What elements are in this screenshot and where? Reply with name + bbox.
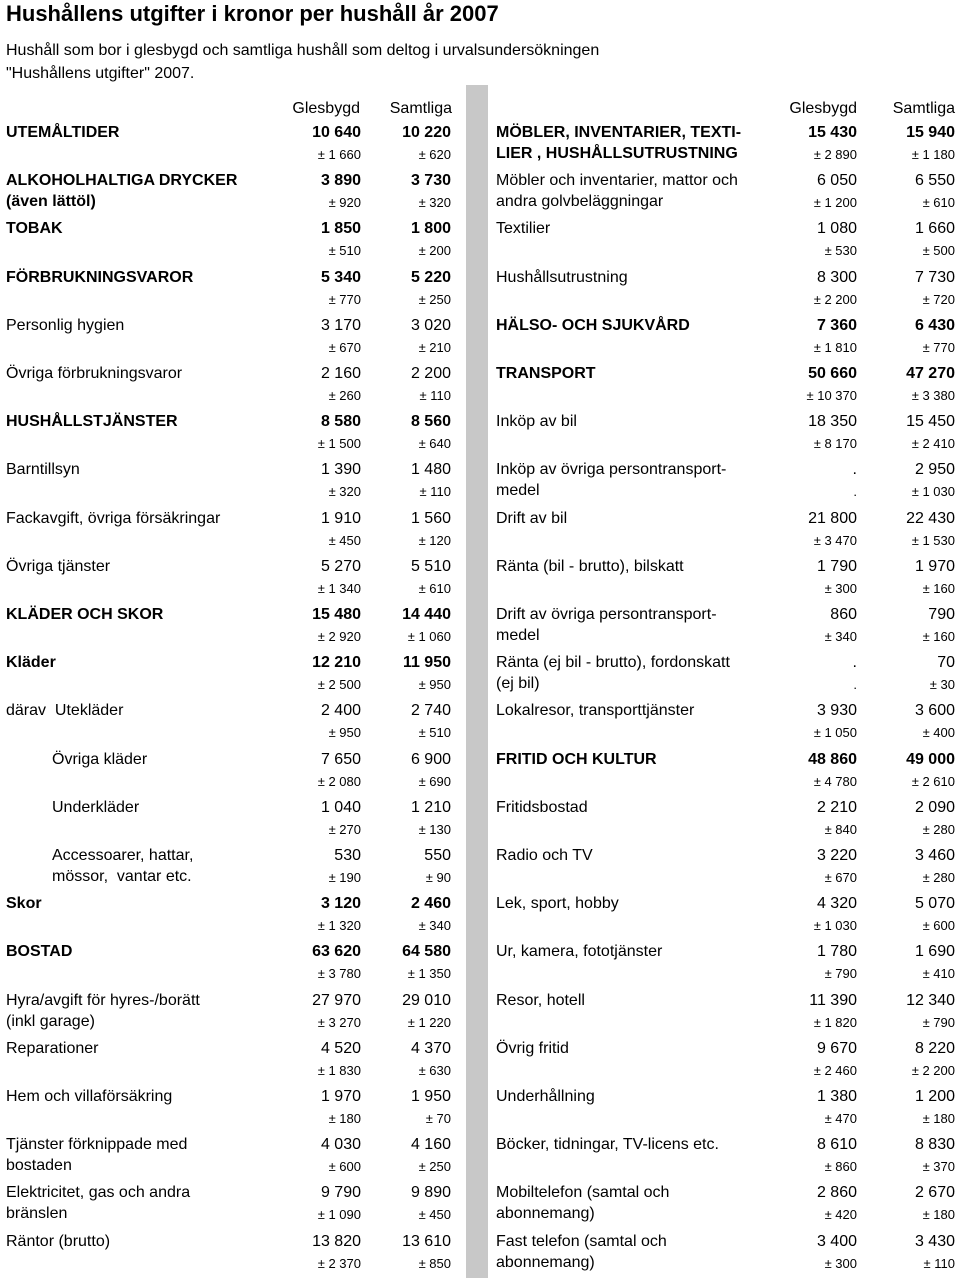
- margin-glesbygd: ± 670: [328, 339, 361, 355]
- value-samtliga: 2 090: [914, 798, 955, 816]
- row-label: därav Utekläder: [6, 702, 124, 720]
- row-label: Inköp av övriga persontransport- medel: [496, 461, 727, 500]
- row-label: TRANSPORT: [496, 365, 596, 382]
- table-row: [488, 1182, 960, 1230]
- table-row: [0, 170, 466, 218]
- row-label: ALKOHOLHALTIGA DRYCKER (även lättöl): [6, 172, 238, 211]
- table-row: [0, 267, 466, 315]
- row-label: Övrig fritid: [496, 1039, 569, 1057]
- table-row: [0, 749, 466, 797]
- margin-samtliga: ± 1 530: [911, 532, 955, 548]
- row-label: Övriga förbrukningsvaror: [6, 365, 183, 382]
- margin-samtliga: ± 790: [922, 1014, 955, 1030]
- margin-samtliga: ± 210: [418, 339, 451, 355]
- value-glesbygd: 1 850: [320, 220, 361, 238]
- margin-glesbygd: ± 950: [328, 725, 361, 741]
- margin-samtliga: ± 640: [418, 436, 451, 452]
- table-row: [0, 556, 466, 604]
- margin-glesbygd: ± 340: [824, 629, 857, 644]
- margin-samtliga: ± 2 200: [911, 1062, 955, 1078]
- value-glesbygd: 3 220: [816, 847, 857, 864]
- margin-glesbygd: ± 10 370: [806, 388, 857, 403]
- margin-glesbygd: ± 1 320: [317, 918, 361, 934]
- table-row: [488, 652, 960, 700]
- margin-samtliga: ± 500: [922, 243, 955, 259]
- margin-glesbygd: ± 3 470: [813, 532, 857, 548]
- margin-glesbygd: ± 2 200: [813, 291, 857, 307]
- row-label: KLÄDER OCH SKOR: [6, 606, 164, 623]
- margin-glesbygd: ± 1 660: [317, 147, 361, 162]
- row-label: Drift av bil: [496, 509, 568, 527]
- margin-glesbygd: ± 450: [328, 532, 361, 548]
- margin-samtliga: ± 280: [922, 821, 955, 837]
- table-row: [488, 1231, 960, 1279]
- row-label: Elektricitet, gas och andra bränslen: [6, 1184, 191, 1223]
- margin-glesbygd: ± 1 820: [813, 1014, 857, 1030]
- table-row: [0, 459, 466, 507]
- row-label: Resor, hotell: [496, 991, 585, 1009]
- margin-glesbygd: ± 600: [328, 1159, 361, 1175]
- header-glesbygd-right: Glesbygd: [789, 100, 857, 117]
- value-glesbygd: 2 210: [816, 798, 857, 816]
- row-label: Övriga kläder: [52, 750, 148, 768]
- value-samtliga: 1 970: [914, 557, 955, 575]
- value-glesbygd: 6 050: [816, 172, 857, 190]
- table-row: [0, 652, 466, 700]
- subtitle-line-2: "Hushållens utgifter" 2007.: [6, 65, 195, 82]
- header-glesbygd-left: Glesbygd: [292, 100, 360, 117]
- value-samtliga: 8 830: [914, 1136, 955, 1154]
- margin-glesbygd: ± 270: [328, 821, 361, 837]
- margin-samtliga: ± 180: [922, 1111, 955, 1126]
- value-samtliga: 12 340: [906, 991, 955, 1009]
- table-row: [0, 218, 466, 266]
- row-label: Hem och villaförsäkring: [6, 1088, 173, 1105]
- margin-samtliga: ± 600: [922, 918, 955, 934]
- value-glesbygd: 3 930: [816, 702, 857, 720]
- margin-samtliga: ± 340: [418, 918, 451, 934]
- value-samtliga: 70: [937, 654, 955, 672]
- value-glesbygd: 10 640: [312, 124, 361, 141]
- value-samtliga: 64 580: [402, 943, 451, 961]
- table-row: [0, 122, 466, 170]
- table-row: [0, 1182, 466, 1230]
- table-row: [488, 749, 960, 797]
- margin-glesbygd: ± 470: [824, 1111, 857, 1126]
- row-label: Ränta (bil - brutto), bilskatt: [496, 557, 684, 575]
- value-samtliga: 11 950: [402, 654, 451, 672]
- header-samtliga-right: Samtliga: [892, 100, 955, 117]
- row-label: Lek, sport, hobby: [496, 895, 619, 913]
- value-samtliga: 15 940: [906, 124, 955, 141]
- table-row: [488, 941, 960, 989]
- margin-samtliga: ± 110: [923, 1255, 955, 1271]
- value-glesbygd: 1 390: [320, 461, 361, 479]
- margin-glesbygd: ± 2 890: [813, 147, 857, 162]
- value-samtliga: 1 210: [410, 798, 451, 816]
- value-samtliga: 3 460: [914, 847, 955, 864]
- margin-glesbygd: ± 770: [328, 291, 361, 307]
- table-row: [0, 315, 466, 363]
- row-label: Räntor (brutto): [6, 1232, 111, 1250]
- margin-samtliga: ± 2 410: [911, 436, 955, 452]
- row-label: Barntillsyn: [6, 461, 80, 479]
- table-row: [0, 990, 466, 1038]
- margin-samtliga: ± 720: [922, 291, 955, 307]
- margin-glesbygd: .: [853, 677, 857, 693]
- value-glesbygd: 3 170: [320, 316, 361, 334]
- value-samtliga: 5 220: [410, 268, 451, 286]
- value-samtliga: 790: [928, 606, 955, 623]
- value-glesbygd: 4 520: [320, 1039, 361, 1057]
- row-label: Textilier: [496, 220, 551, 238]
- margin-samtliga: ± 400: [922, 725, 955, 741]
- margin-samtliga: ± 1 030: [911, 484, 955, 500]
- margin-samtliga: ± 610: [418, 580, 451, 596]
- margin-glesbygd: ± 2 370: [317, 1255, 361, 1271]
- value-samtliga: 14 440: [402, 606, 451, 623]
- table-row: [0, 941, 466, 989]
- row-label: Övriga tjänster: [6, 557, 111, 575]
- value-glesbygd: 3 120: [320, 895, 361, 913]
- row-label: Mobiltelefon (samtal och abonnemang): [496, 1184, 670, 1223]
- value-samtliga: 2 740: [410, 702, 451, 720]
- margin-samtliga: ± 130: [418, 821, 451, 837]
- margin-glesbygd: ± 2 080: [317, 773, 361, 789]
- value-glesbygd: 63 620: [312, 943, 361, 961]
- margin-samtliga: ± 450: [418, 1207, 451, 1223]
- value-glesbygd: .: [852, 461, 857, 479]
- value-samtliga: 4 370: [410, 1039, 451, 1057]
- row-label: Radio och TV: [496, 847, 593, 864]
- margin-samtliga: ± 90: [425, 870, 451, 885]
- row-label: Lokalresor, transporttjänster: [496, 702, 695, 720]
- value-samtliga: 29 010: [402, 991, 451, 1009]
- value-samtliga: 1 690: [914, 943, 955, 961]
- margin-samtliga: ± 370: [922, 1159, 955, 1175]
- margin-samtliga: ± 280: [922, 870, 955, 885]
- margin-samtliga: ± 1 180: [911, 147, 955, 162]
- value-samtliga: 3 020: [410, 316, 451, 334]
- value-glesbygd: 8 300: [816, 268, 857, 286]
- table-row: [0, 1038, 466, 1086]
- value-samtliga: 9 890: [410, 1184, 451, 1202]
- row-label: Accessoarer, hattar, mössor, vantar etc.: [52, 847, 194, 885]
- value-glesbygd: 12 210: [312, 654, 361, 672]
- row-label: Fritidsbostad: [496, 798, 588, 816]
- table-row: [488, 508, 960, 556]
- value-samtliga: 550: [424, 847, 451, 864]
- row-label: Drift av övriga persontransport- medel: [496, 606, 717, 644]
- margin-samtliga: ± 110: [419, 484, 451, 500]
- value-glesbygd: 2 860: [816, 1184, 857, 1202]
- margin-glesbygd: ± 1 090: [317, 1207, 361, 1223]
- row-label: Hyra/avgift för hyres-/borätt (inkl garage): [6, 991, 200, 1030]
- value-samtliga: 1 660: [914, 220, 955, 238]
- value-samtliga: 6 900: [410, 750, 451, 768]
- table-row: [488, 170, 960, 218]
- margin-samtliga: ± 70: [425, 1111, 451, 1126]
- value-samtliga: 6 430: [914, 316, 955, 334]
- table-row: [0, 363, 466, 411]
- margin-glesbygd: ± 920: [328, 195, 361, 211]
- table-row: [0, 508, 466, 556]
- margin-samtliga: ± 250: [418, 1159, 451, 1175]
- value-samtliga: 22 430: [906, 509, 955, 527]
- margin-glesbygd: ± 1 200: [813, 195, 857, 211]
- value-samtliga: 15 450: [906, 413, 955, 431]
- value-samtliga: 1 480: [410, 461, 451, 479]
- value-samtliga: 6 550: [914, 172, 955, 190]
- value-glesbygd: 27 970: [312, 991, 361, 1009]
- row-label: Skor: [6, 895, 42, 913]
- value-samtliga: 7 730: [914, 268, 955, 286]
- margin-glesbygd: ± 1 830: [317, 1062, 361, 1078]
- table-row: [488, 604, 960, 652]
- table-row: [488, 315, 960, 363]
- margin-glesbygd: ± 1 050: [813, 725, 857, 741]
- row-label: Underhållning: [496, 1088, 595, 1105]
- value-samtliga: 13 610: [402, 1232, 451, 1250]
- margin-glesbygd: ± 3 270: [317, 1014, 361, 1030]
- table-row: [0, 1134, 466, 1182]
- value-glesbygd: 4 320: [816, 895, 857, 913]
- margin-samtliga: ± 610: [922, 195, 955, 211]
- margin-glesbygd: ± 320: [328, 484, 361, 500]
- table-row: [488, 893, 960, 941]
- value-samtliga: 3 730: [410, 172, 451, 190]
- value-glesbygd: 15 480: [312, 606, 361, 623]
- value-samtliga: 47 270: [906, 365, 955, 382]
- table-row: [488, 1086, 960, 1134]
- table-row: [488, 267, 960, 315]
- margin-glesbygd: ± 300: [824, 1255, 857, 1271]
- row-label: Fackavgift, övriga försäkringar: [6, 509, 221, 527]
- table-row: [488, 556, 960, 604]
- row-label: TOBAK: [6, 220, 63, 238]
- margin-samtliga: ± 120: [418, 532, 451, 548]
- margin-glesbygd: ± 790: [824, 966, 857, 982]
- margin-glesbygd: ± 3 780: [317, 966, 361, 982]
- margin-samtliga: ± 510: [418, 725, 451, 741]
- margin-glesbygd: ± 8 170: [813, 436, 857, 452]
- value-glesbygd: 5 340: [320, 268, 361, 286]
- table-row: [0, 845, 466, 893]
- value-samtliga: 3 430: [914, 1232, 955, 1250]
- value-glesbygd: 8 610: [816, 1136, 857, 1154]
- margin-glesbygd: ± 670: [824, 870, 857, 885]
- row-label: Underkläder: [52, 798, 140, 816]
- margin-samtliga: ± 200: [418, 243, 451, 259]
- table-row: [488, 797, 960, 845]
- margin-glesbygd: ± 1 030: [813, 918, 857, 934]
- value-glesbygd: 860: [830, 606, 857, 623]
- table-row: [488, 845, 960, 893]
- value-glesbygd: 1 780: [816, 943, 857, 961]
- table-row: [0, 1086, 466, 1134]
- margin-glesbygd: ± 1 340: [317, 580, 361, 596]
- row-label: BOSTAD: [6, 943, 73, 961]
- value-samtliga: 5 510: [410, 557, 451, 575]
- value-samtliga: 2 200: [410, 365, 451, 382]
- margin-samtliga: ± 180: [922, 1207, 955, 1223]
- value-samtliga: 49 000: [906, 750, 955, 768]
- table-row: [0, 893, 466, 941]
- value-samtliga: 3 600: [914, 702, 955, 720]
- margin-glesbygd: ± 840: [824, 821, 857, 837]
- table-row: [488, 1134, 960, 1182]
- row-label: Ur, kamera, fototjänster: [496, 943, 663, 961]
- margin-samtliga: ± 1 220: [407, 1014, 451, 1030]
- table-row: [488, 700, 960, 748]
- value-glesbygd: 11 390: [809, 991, 857, 1009]
- margin-samtliga: ± 770: [922, 339, 955, 355]
- value-samtliga: 4 160: [410, 1136, 451, 1154]
- row-label: HÄLSO- OCH SJUKVÅRD: [496, 316, 690, 334]
- margin-samtliga: ± 1 350: [407, 966, 451, 982]
- margin-glesbygd: .: [853, 484, 857, 500]
- row-label: Fast telefon (samtal och abonnemang): [496, 1232, 667, 1271]
- margin-glesbygd: ± 1 810: [813, 339, 857, 355]
- value-samtliga: 1 200: [914, 1088, 955, 1105]
- margin-glesbygd: ± 530: [824, 243, 857, 259]
- value-samtliga: 8 220: [914, 1039, 955, 1057]
- value-glesbygd: 530: [334, 847, 361, 864]
- margin-glesbygd: ± 860: [824, 1159, 857, 1175]
- value-glesbygd: 1 910: [320, 509, 361, 527]
- page-title: Hushållens utgifter i kronor per hushåll år 2007: [6, 1, 499, 26]
- value-glesbygd: 2 400: [320, 702, 361, 720]
- margin-samtliga: ± 110: [419, 388, 451, 403]
- margin-glesbygd: ± 510: [328, 243, 361, 259]
- margin-glesbygd: ± 260: [328, 388, 361, 403]
- table-row: [0, 1231, 466, 1279]
- row-label: Inköp av bil: [496, 413, 577, 431]
- value-glesbygd: 1 040: [320, 798, 361, 816]
- margin-glesbygd: ± 420: [824, 1207, 857, 1223]
- table-row: [0, 604, 466, 652]
- margin-samtliga: ± 250: [418, 291, 451, 307]
- value-glesbygd: 1 790: [816, 557, 857, 575]
- subtitle-line-1: Hushåll som bor i glesbygd och samtliga hushåll som deltog i urvalsundersökningen: [6, 42, 600, 59]
- value-glesbygd: .: [852, 654, 857, 672]
- margin-glesbygd: ± 300: [824, 580, 857, 596]
- value-samtliga: 10 220: [402, 124, 451, 141]
- value-glesbygd: 8 580: [320, 413, 361, 431]
- value-glesbygd: 5 270: [320, 557, 361, 575]
- value-glesbygd: 2 160: [320, 365, 361, 382]
- row-label: Hushållsutrustning: [496, 268, 628, 286]
- margin-samtliga: ± 2 610: [911, 773, 955, 789]
- value-samtliga: 1 560: [410, 509, 451, 527]
- header-samtliga-left: Samtliga: [389, 100, 452, 117]
- row-label: MÖBLER, INVENTARIER, TEXTI- LIER , HUSHÅLLSUTRUSTNING: [496, 124, 742, 162]
- value-glesbygd: 4 030: [320, 1136, 361, 1154]
- row-label: UTEMÅLTIDER: [6, 124, 120, 141]
- value-glesbygd: 7 360: [816, 316, 857, 334]
- value-glesbygd: 1 970: [320, 1088, 361, 1105]
- value-glesbygd: 9 790: [320, 1184, 361, 1202]
- value-glesbygd: 21 800: [808, 509, 857, 527]
- row-label: Kläder: [6, 654, 56, 672]
- margin-samtliga: ± 620: [418, 147, 451, 162]
- margin-samtliga: ± 160: [922, 580, 955, 596]
- margin-glesbygd: ± 1 500: [317, 436, 361, 452]
- margin-samtliga: ± 410: [922, 966, 955, 982]
- table-row: [488, 411, 960, 459]
- value-glesbygd: 7 650: [320, 750, 361, 768]
- table-row: [488, 459, 960, 507]
- row-label: Böcker, tidningar, TV-licens etc.: [496, 1136, 719, 1154]
- value-samtliga: 2 460: [410, 895, 451, 913]
- value-samtliga: 2 670: [914, 1184, 955, 1202]
- value-samtliga: 8 560: [410, 413, 451, 431]
- table-row: [0, 797, 466, 845]
- value-glesbygd: 3 400: [816, 1232, 857, 1250]
- row-label: Möbler och inventarier, mattor och andra golvbeläggningar: [496, 172, 738, 211]
- value-glesbygd: 1 080: [816, 220, 857, 238]
- value-glesbygd: 18 350: [808, 413, 857, 431]
- row-label: HUSHÅLLSTJÄNSTER: [6, 413, 178, 431]
- table-row: [488, 122, 960, 170]
- table-row: [0, 411, 466, 459]
- margin-glesbygd: ± 2 920: [317, 629, 361, 644]
- margin-glesbygd: ± 2 500: [317, 677, 361, 693]
- margin-samtliga: ± 1 060: [407, 629, 451, 644]
- value-glesbygd: 13 820: [312, 1232, 361, 1250]
- value-glesbygd: 48 860: [808, 750, 857, 768]
- value-samtliga: 5 070: [914, 895, 955, 913]
- margin-glesbygd: ± 2 460: [813, 1062, 857, 1078]
- table-row: [488, 218, 960, 266]
- row-label: FRITID OCH KULTUR: [496, 750, 657, 768]
- value-samtliga: 1 950: [410, 1088, 451, 1105]
- table-row: [0, 700, 466, 748]
- margin-glesbygd: ± 180: [328, 1111, 361, 1126]
- value-glesbygd: 9 670: [816, 1039, 857, 1057]
- value-glesbygd: 3 890: [320, 172, 361, 190]
- margin-samtliga: ± 850: [418, 1255, 451, 1271]
- table-row: [488, 1038, 960, 1086]
- margin-samtliga: ± 160: [922, 629, 955, 644]
- margin-samtliga: ± 630: [418, 1062, 451, 1078]
- row-label: Tjänster förknippade med bostaden: [6, 1136, 188, 1175]
- value-glesbygd: 15 430: [808, 124, 857, 141]
- margin-samtliga: ± 950: [418, 677, 451, 693]
- margin-samtliga: ± 320: [418, 195, 451, 211]
- value-samtliga: 2 950: [914, 461, 955, 479]
- table-row: [488, 363, 960, 411]
- margin-glesbygd: ± 190: [328, 870, 361, 885]
- row-label: FÖRBRUKNINGSVAROR: [6, 268, 194, 286]
- row-label: Personlig hygien: [6, 316, 125, 334]
- margin-samtliga: ± 3 380: [911, 388, 955, 403]
- value-glesbygd: 1 380: [816, 1088, 857, 1105]
- value-samtliga: 1 800: [410, 220, 451, 238]
- margin-glesbygd: ± 4 780: [813, 773, 857, 789]
- value-glesbygd: 50 660: [808, 365, 857, 382]
- row-label: Reparationer: [6, 1039, 99, 1057]
- row-label: Ränta (ej bil - brutto), fordonskatt (ej bil): [496, 654, 730, 693]
- margin-samtliga: ± 30: [929, 677, 955, 693]
- column-divider: [466, 85, 488, 1278]
- table-row: [488, 990, 960, 1038]
- margin-samtliga: ± 690: [418, 773, 451, 789]
